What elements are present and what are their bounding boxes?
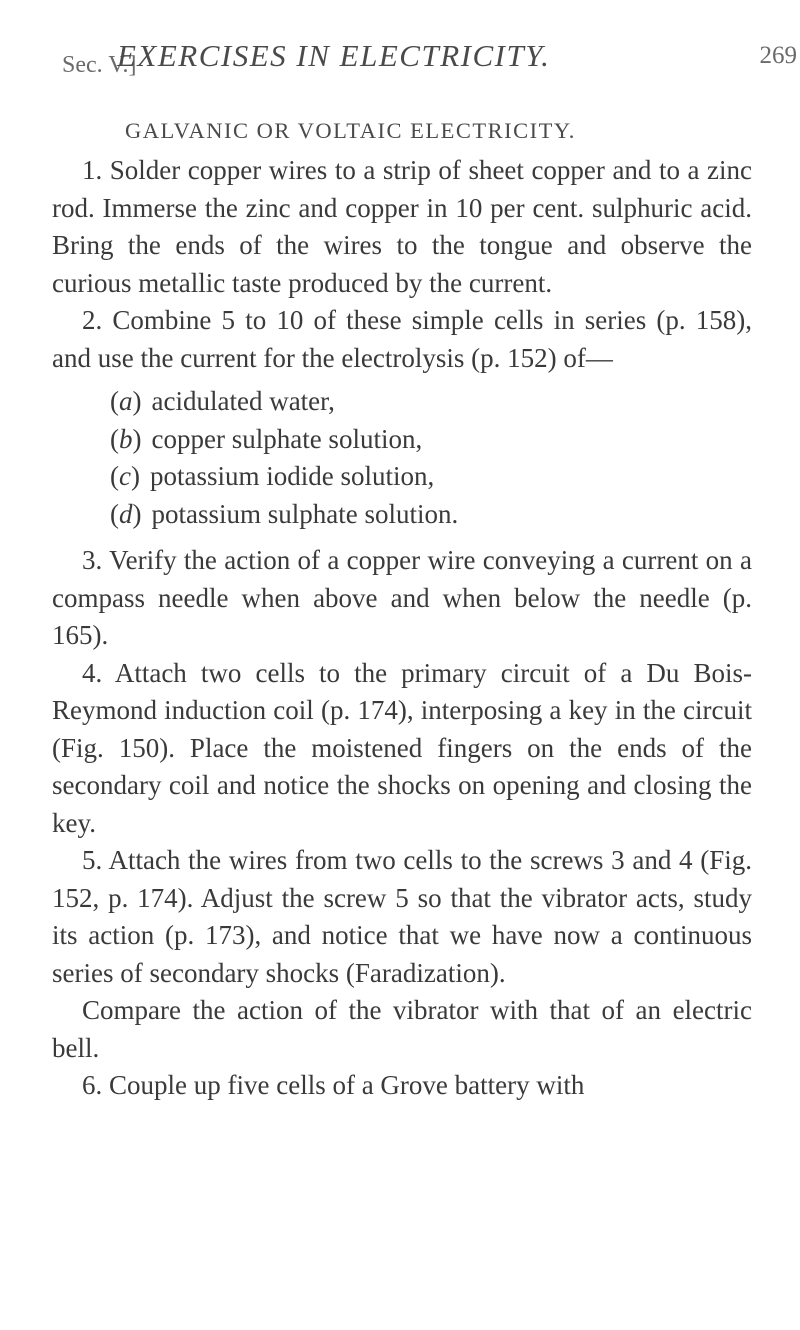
- exercise-2: 2. Combine 5 to 10 of these simple cells in series (p. 158), and use the current for the electrolysis (p. 152) of—: [52, 305, 752, 373]
- list-item-text: potassium iodide solution,: [149, 461, 435, 491]
- section-title: GALVANIC OR VOLTAIC ELECTRICITY.: [125, 118, 576, 143]
- exercise-4: 4. Attach two cells to the primary circuit of a Du Bois-Reymond induction coil (p. 174), interposing a key in the circuit (Fig. 150). Place the moistened fingers on the ends of the secondary coil and notice the shocks on opening and closing the key.: [52, 657, 752, 838]
- list-item: (a) acidulated water,: [110, 386, 335, 416]
- running-head: EXERCISES IN ELECTRICITY.: [117, 38, 551, 73]
- electrolysis-list: [52, 383, 752, 533]
- list-item-letter: b: [119, 423, 133, 454]
- page-number: 269: [759, 42, 797, 69]
- exercise-3: 3. Verify the action of a copper wire conveying a current on a compass needle when above and when below the needle (p. 165).: [52, 545, 752, 650]
- list-item-letter: d: [119, 498, 133, 529]
- list-item-text: copper sulphate solution,: [151, 423, 423, 454]
- list-item-letter: a: [119, 386, 133, 416]
- exercise-1: 1. Solder copper wires to a strip of sheet copper and to a zinc rod. Immerse the zinc and copper in 10 per cent. sulphuric acid. Bring the ends of the wires to the tongue and observe the curious metallic taste produced by the current.: [52, 155, 752, 298]
- page-body: [52, 152, 752, 1105]
- list-item-letter: c: [119, 461, 131, 491]
- list-item-text: acidulated water,: [151, 386, 335, 416]
- exercise-5-note: Compare the action of the vibrator with that of an electric bell.: [52, 995, 752, 1063]
- section-label: Sec. V.]: [62, 52, 137, 78]
- list-item: (b) copper sulphate solution,: [110, 423, 423, 454]
- list-item: (c) potassium iodide solution,: [110, 461, 435, 491]
- list-item-text: potassium sulphate solution.: [151, 498, 459, 529]
- page-header: [62, 38, 797, 82]
- exercise-6: 6. Couple up five cells of a Grove battery with: [82, 1070, 585, 1100]
- list-item: (d) potassium sulphate solution.: [110, 498, 459, 529]
- exercise-5: 5. Attach the wires from two cells to the screws 3 and 4 (Fig. 152, p. 174). Adjust the screw 5 so that the vibrator acts, study its action (p. 173), and notice that we have now a continuous series of secondary shocks (Faradization).: [52, 845, 752, 988]
